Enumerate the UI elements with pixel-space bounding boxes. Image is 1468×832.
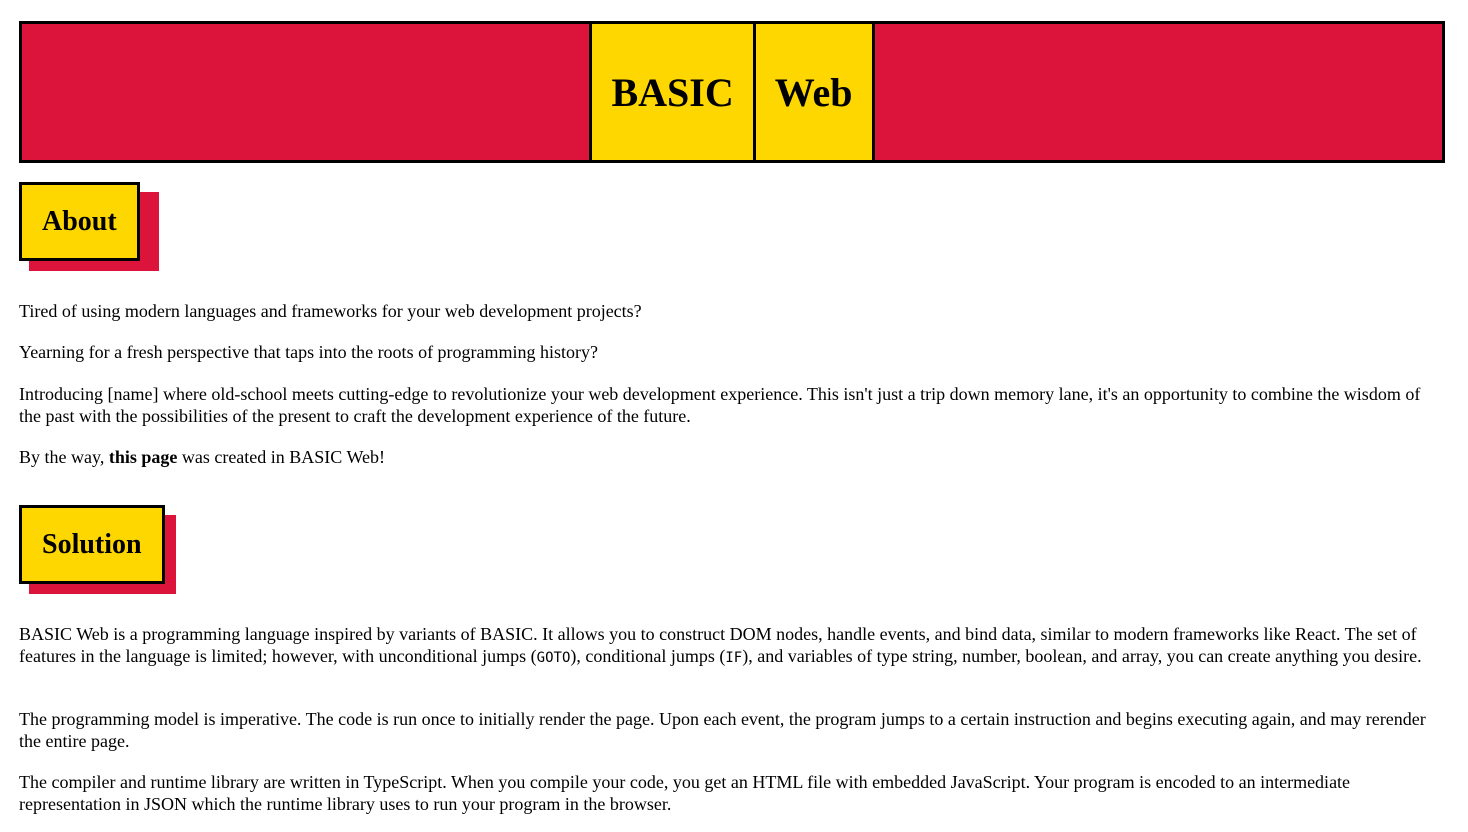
- solution-paragraph-2: The programming model is imperative. The code is run once to initially render the page. Upon each event, the program jumps to a certain instruction and begins executing again, and may rerender the entire page.: [19, 709, 1426, 751]
- about-paragraph-4: [19, 446, 1444, 468]
- about-p4-bold: this page: [108, 447, 178, 467]
- solution-p1-c: ), and variables of type string, number, boolean, and array, you can create anything you desire.: [742, 646, 1422, 666]
- if-keyword: IF: [725, 650, 743, 666]
- about-heading: About: [19, 182, 140, 261]
- solution-paragraph-3: The compiler and runtime library are written in TypeScript. When you compile your code, you get an HTML file with embedded JavaScript. Your program is encoded to an intermediate representation in JSON which the runtime library uses to run your program in the browser.: [19, 772, 1351, 814]
- goto-keyword: GOTO: [536, 650, 571, 666]
- about-p4-suffix: was created in BASIC Web!: [177, 447, 386, 467]
- solution-p1-a: BASIC Web is a programming language inspired by variants of BASIC. It allows you to construct DOM nodes, handle events, and bind data, similar to modern frameworks like React. The set of features in the language is limited; however, with unconditional jumps (: [19, 624, 1417, 666]
- about-paragraph-3: Introducing [name] where old-school meets cutting-edge to revolutionize your web development experience. This isn't just a trip down memory lane, it's an opportunity to combine the wisdom of the past with the possibilities of the present to craft the development experience of the future.: [19, 384, 1421, 426]
- solution-heading-block: [19, 505, 165, 584]
- about-p4-prefix: By the way,: [19, 447, 109, 467]
- about-heading-block: [19, 182, 140, 261]
- solution-p1-b: ), conditional jumps (: [570, 646, 726, 666]
- about-paragraph-1: Tired of using modern languages and frameworks for your web development projects?: [19, 301, 642, 321]
- solution-paragraph-1: [19, 623, 1444, 669]
- banner-word-web: Web: [753, 24, 875, 160]
- site-banner: [19, 21, 1445, 163]
- about-paragraph-2: Yearning for a fresh perspective that taps into the roots of programming history?: [19, 342, 599, 362]
- solution-heading: Solution: [19, 505, 165, 584]
- banner-word-basic: BASIC: [589, 24, 752, 160]
